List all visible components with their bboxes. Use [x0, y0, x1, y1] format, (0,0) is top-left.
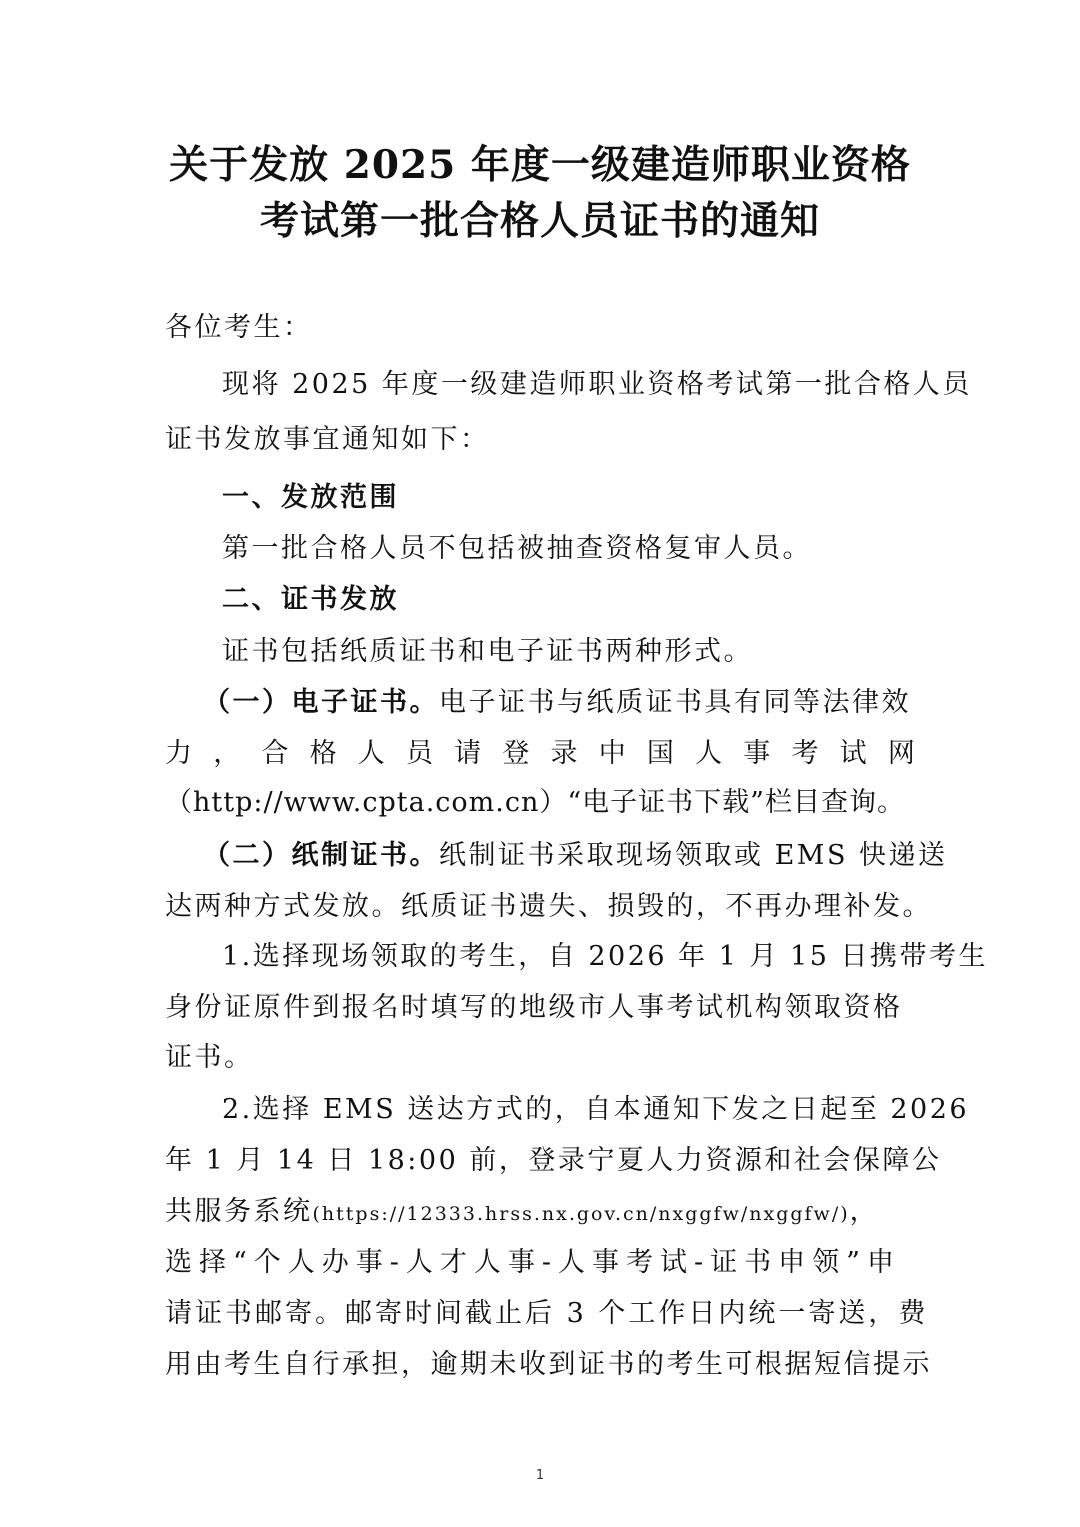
- greeting: 各位考生：: [165, 312, 313, 343]
- intro-line-1: 现将 2025 年度一级建造师职业资格考试第一批合格人员: [222, 369, 972, 400]
- word: 请: [454, 738, 482, 769]
- section-2-body: 证书包括纸质证书和电子证书两种形式。: [222, 636, 753, 667]
- word: 网: [887, 738, 915, 769]
- electronic-cert-line-3: （http://www.cpta.com.cn）“电子证书下载”栏目查询。: [165, 787, 905, 818]
- word: 事: [743, 738, 771, 769]
- electronic-cert-line-1: [203, 683, 915, 723]
- word: 试: [839, 738, 867, 769]
- word: 员: [405, 738, 433, 769]
- item-2-line-3: [165, 1192, 915, 1234]
- title-line-2: 考试第一批合格人员证书的通知: [259, 198, 820, 244]
- paper-cert-text: 纸制证书采取现场领取或 EMS 快递送: [439, 840, 948, 871]
- word: 登: [502, 738, 530, 769]
- section-2-heading: 二、证书发放: [222, 584, 399, 615]
- item-1-line-2: 身份证原件到报名时填写的地级市人事考试机构领取资格: [165, 992, 903, 1023]
- item-1-line-1: 1.选择现场领取的考生，自 2026 年 1 月 15 日携带考生: [222, 941, 989, 972]
- title-line-1: 关于发放 2025 年度一级建造师职业资格: [169, 142, 911, 188]
- item-2-line-1: 2.选择 EMS 送达方式的，自本通知下发之日起至 2026: [222, 1094, 970, 1125]
- electronic-cert-label: （一）电子证书。: [203, 687, 439, 718]
- word: 考: [791, 738, 819, 769]
- section-1-body: 第一批合格人员不包括被抽查资格复审人员。: [222, 533, 812, 564]
- item-1-line-3: 证书。: [165, 1042, 254, 1073]
- intro-line-2: 证书发放事宜通知如下：: [165, 424, 490, 455]
- item-2-system-name: 共服务系统: [165, 1196, 313, 1227]
- paper-cert-line-1: [203, 836, 948, 876]
- word: 合: [261, 738, 289, 769]
- word: 格: [309, 738, 337, 769]
- item-2-line-4: 选择“个人办事-人才人事-人事考试-证书申领”申: [165, 1247, 901, 1278]
- item-2-line-2: 年 1 月 14 日 18:00 前，登录宁夏人力资源和社会保障公: [165, 1145, 942, 1176]
- word: ，: [213, 738, 241, 769]
- word: 录: [550, 738, 578, 769]
- system-url: (https://12333.hrss.nx.gov.cn/nxggfw/nxggfw/): [312, 1203, 850, 1225]
- word: 国: [646, 738, 674, 769]
- item-2-line-5: 请证书邮寄。邮寄时间截止后 3 个工作日内统一寄送，费: [165, 1298, 929, 1329]
- word: 人: [357, 738, 385, 769]
- word: 人: [695, 738, 723, 769]
- page-number: 1: [535, 1468, 545, 1483]
- section-1-heading: 一、发放范围: [222, 482, 399, 513]
- item-2-line-6: 用由考生自行承担，逾期未收到证书的考生可根据短信提示: [165, 1349, 932, 1380]
- item-2-comma: ，: [849, 1196, 880, 1227]
- electronic-cert-line-2: [165, 734, 915, 774]
- word: 力: [165, 738, 192, 769]
- paper-cert-line-2: 达两种方式发放。纸质证书遗失、损毁的，不再办理补发。: [165, 891, 932, 922]
- paper-cert-label: （二）纸制证书。: [203, 840, 439, 871]
- word: 中: [598, 738, 626, 769]
- electronic-cert-text: 电子证书与纸质证书具有同等法律效: [439, 687, 911, 718]
